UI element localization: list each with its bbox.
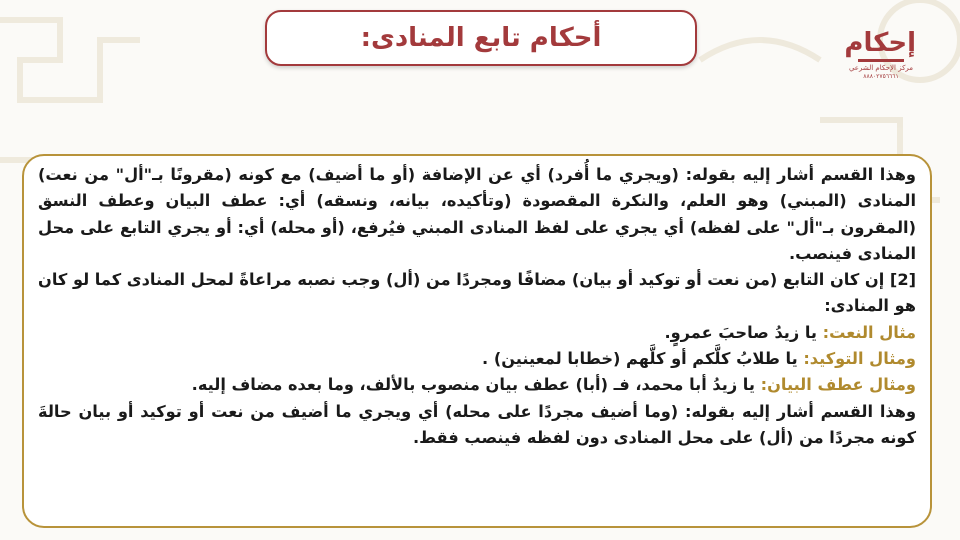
page-title: أحكام تابع المنادى: — [360, 23, 602, 53]
logo-bar — [858, 59, 904, 62]
example-naat — [38, 320, 916, 346]
example-bayan — [38, 372, 916, 398]
paragraph-1: وهذا القسم أشار إليه بقوله: (ويجري ما أُفرد) أي عن الإضافة (أو ما أضيف) مع كونه (مقرونًا بـ"أل" من نعت) المنادى (المبني) وهو العلم، والنكرة المقصودة (وتأكيده، بيانه، ونسقه) أي: عطف البيان وعطف النسق (المقرون بـ"أل" على لفظه) أي يجري على لفظ المنادى المبني فيُرفع، (أو محله) أي: أو يجري التابع على محل المنادى فينصب. — [38, 165, 916, 263]
logo-subtitle: مركز الإحكام الشرعي — [848, 64, 914, 72]
content-box — [22, 154, 932, 528]
example-text: يا زيدُ أبا محمد، فـ (أبا) عطف بيان منصوب بالألف، وما بعده مضاف إليه. — [191, 375, 761, 395]
title-box — [265, 10, 697, 66]
example-text: يا طلابُ كلَّكم أو كلَّهم (خطابا لمعينين) . — [482, 349, 804, 369]
example-label: مثال النعت: — [822, 322, 916, 342]
example-tawkid — [38, 346, 916, 372]
logo — [846, 28, 916, 98]
example-text: يا زيدُ صاحبَ عمروٍ. — [664, 322, 823, 342]
example-label: ومثال عطف البيان: — [760, 375, 916, 395]
example-label: ومثال التوكيد: — [803, 349, 916, 369]
paragraph-last: وهذا القسم أشار إليه بقوله: (وما أضيف مجردًا على محله) أي ويجري ما أضيف من نعت أو توكيد أو بيان حالةَ كونه مجردًا من (أل) على محل المنادى دون لفظه فينصب فقط. — [38, 401, 916, 447]
logo-mark: إحكام — [844, 28, 916, 58]
logo-number: ٨٨٨٠٢٧٥٦٦٦١ — [863, 73, 899, 80]
rule-2-paragraph: [2] إن كان التابع (من نعت أو توكيد أو بيان) مضافًا ومجردًا من (أل) وجب نصبه مراعاةً لمحل المنادى كما لو كان هو المنادى: — [38, 270, 916, 316]
